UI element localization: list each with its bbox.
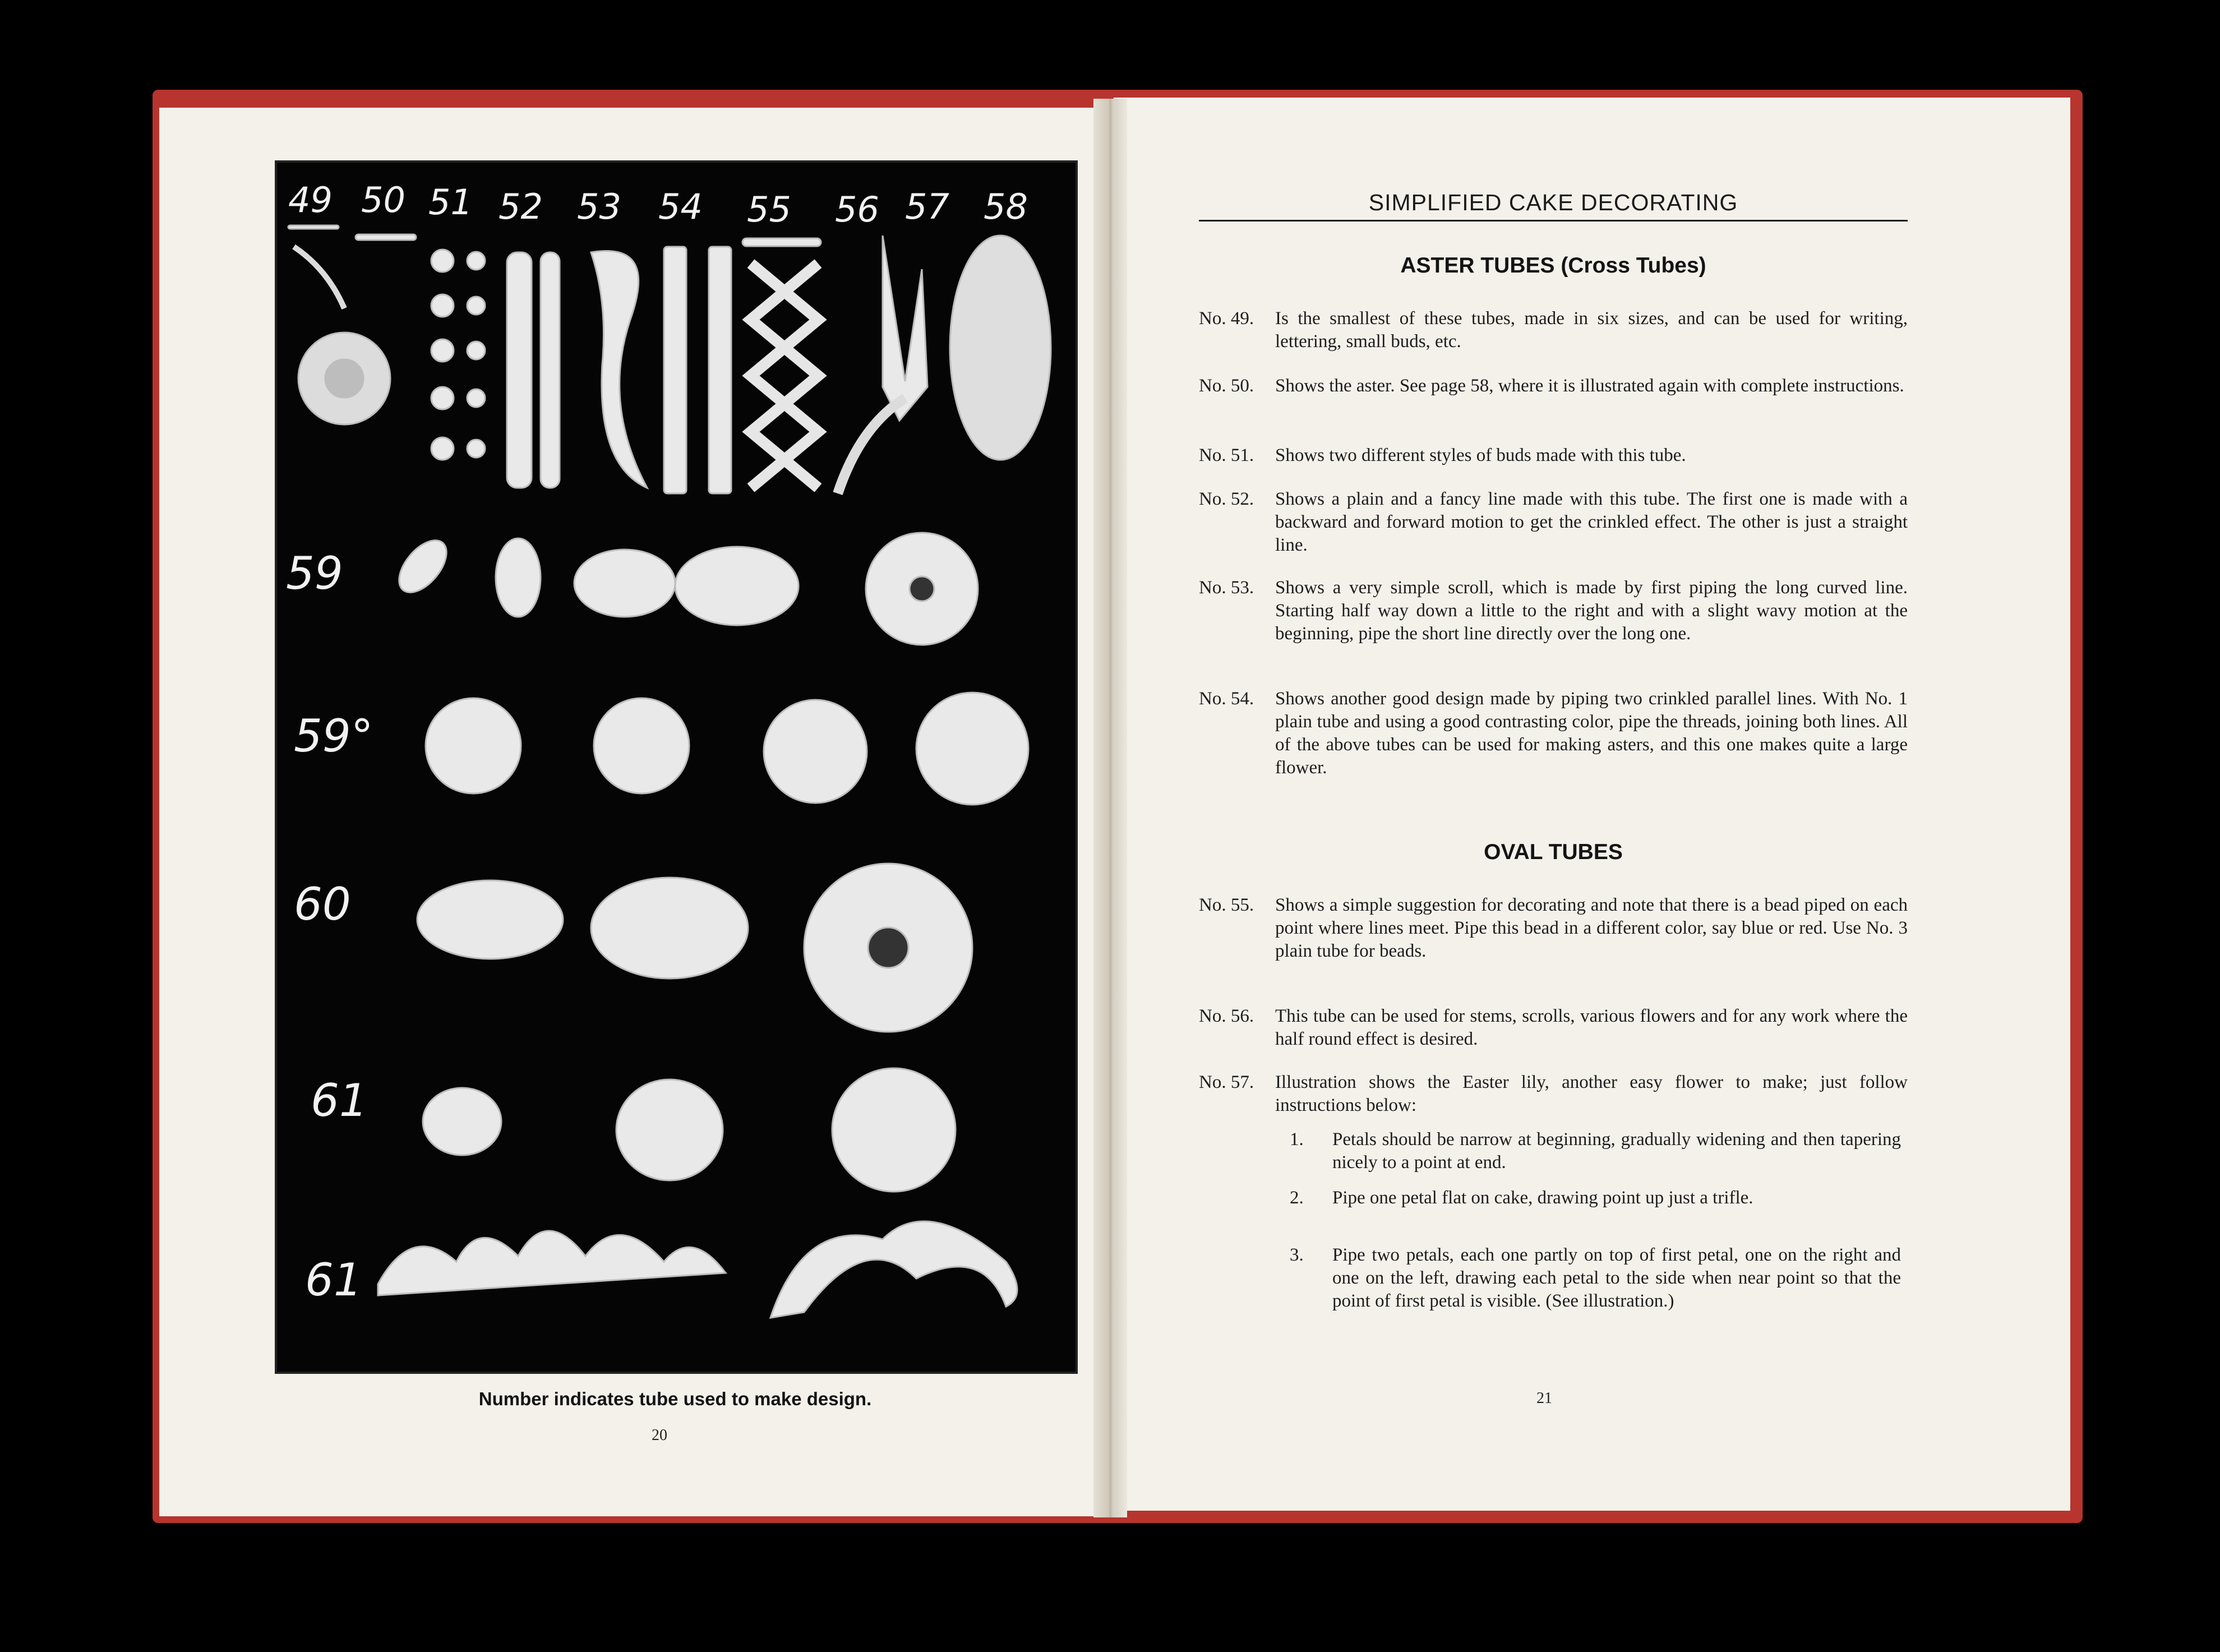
piping-samples-photo xyxy=(275,160,1078,1374)
easter-lily-57 xyxy=(883,236,927,421)
step-number: 2. xyxy=(1290,1188,1304,1208)
tube-number-55: 55 xyxy=(747,189,791,230)
step-text: Pipe one petal flat on cake, drawing point up just a trifle. xyxy=(1332,1188,1753,1208)
entry-no-57 xyxy=(1199,1071,1908,1117)
tube-number-57: 57 xyxy=(905,186,949,227)
entry-text: Shows two different styles of buds made with this tube. xyxy=(1275,445,1686,465)
entry-text: Shows another good design made by piping two crinkled parallel lines. With No. 1 plain tube and using a good contrasting color, pipe the threads, joining both lines. All of the above tubes can be used for making asters, and this one makes quite a large flower. xyxy=(1275,689,1908,778)
entry-number: No. 57. xyxy=(1199,1072,1254,1092)
shell-border-61 xyxy=(378,1231,726,1295)
entry-text: Shows a plain and a fancy line made with this tube. The first one is made with a backward and forward motion to get the crinkled effect. The other is just a straight line. xyxy=(1275,489,1908,555)
flower-59-degree-c xyxy=(764,700,867,803)
step-text: Petals should be narrow at beginning, gradually widening and then tapering nicely to a point at end. xyxy=(1332,1129,1901,1173)
plate-caption: Number indicates tube used to make design. xyxy=(478,1388,872,1409)
tube-number-54: 54 xyxy=(658,186,703,227)
entry-no-50 xyxy=(1199,375,1908,398)
petal-59-c xyxy=(574,550,675,617)
running-head: SIMPLIFIED CAKE DECORATING xyxy=(1368,190,1738,215)
row-label-60: 60 xyxy=(294,878,351,930)
flower-59-degree-b xyxy=(594,698,689,793)
tube-number-53: 53 xyxy=(577,186,621,227)
page-number-left: 20 xyxy=(652,1427,667,1444)
line-55 xyxy=(742,238,821,246)
step-3 xyxy=(1290,1244,1901,1313)
entry-text: Is the smallest of these tubes, made in six sizes, and can be used for writing, lettering, small buds, etc. xyxy=(1275,308,1908,352)
tube-number-58: 58 xyxy=(984,186,1028,227)
flower-59-degree-d xyxy=(916,693,1028,805)
parallel-line-54-b xyxy=(709,247,731,493)
tube-number-49: 49 xyxy=(288,179,333,220)
swag-border-61 xyxy=(770,1221,1017,1318)
row-label-61-a: 61 xyxy=(311,1074,368,1127)
petal-59-a xyxy=(390,532,456,601)
parallel-line-54-a xyxy=(664,247,686,493)
section-title-oval-tubes: OVAL TUBES xyxy=(1484,840,1623,864)
entry-no-53 xyxy=(1199,576,1908,645)
entry-no-49 xyxy=(1199,307,1908,353)
entry-no-52 xyxy=(1199,488,1908,557)
entry-text: This tube can be used for stems, scrolls, various flowers and for any work where the half round effect is desired. xyxy=(1275,1006,1908,1049)
petals-60-a xyxy=(417,880,563,959)
entry-number: No. 54. xyxy=(1199,689,1254,709)
entry-number: No. 49. xyxy=(1199,308,1254,329)
tube-number-52: 52 xyxy=(499,186,543,227)
entry-no-55 xyxy=(1199,894,1908,963)
line-50 xyxy=(356,234,416,240)
petal-59-d xyxy=(675,547,799,625)
flower-spray-58 xyxy=(950,236,1051,460)
entry-text: Shows a very simple scroll, which is made by first piping the long curved line. Starting half way down a little to the right and with a slight wavy motion at the beginning, pipe the short line directly over the long one. xyxy=(1275,578,1908,644)
plain-line-52 xyxy=(541,252,560,488)
step-text: Pipe two petals, each one partly on top of first petal, one on the right and one on the left, drawing each petal to the side when near point so that the point of first petal is visible. (See illustration.) xyxy=(1332,1245,1901,1311)
petal-59-b xyxy=(496,538,541,617)
header-rule xyxy=(1199,220,1908,222)
rose-61-a xyxy=(616,1079,723,1180)
tube-number-56: 56 xyxy=(835,189,879,230)
tube-number-50: 50 xyxy=(361,179,405,220)
book-gutter xyxy=(1093,99,1127,1517)
entry-text: Shows the aster. See page 58, where it is illustrated again with complete instructions. xyxy=(1275,376,1904,396)
entry-no-51 xyxy=(1199,444,1908,467)
entry-number: No. 56. xyxy=(1199,1006,1254,1026)
entry-number: No. 53. xyxy=(1199,578,1254,598)
section-title-aster-tubes: ASTER TUBES (Cross Tubes) xyxy=(1400,253,1706,278)
entry-number: No. 50. xyxy=(1199,376,1254,396)
entry-number: No. 51. xyxy=(1199,445,1254,465)
buds-51 xyxy=(431,250,485,460)
flower-59-degree-a xyxy=(426,698,521,793)
entry-text: Illustration shows the Easter lily, another easy flower to make; just follow instructions below: xyxy=(1275,1072,1908,1115)
row-label-59: 59 xyxy=(286,547,343,599)
piping-samples-illustration xyxy=(277,163,1076,1372)
entry-no-54 xyxy=(1199,687,1908,779)
row-label-61-b: 61 xyxy=(305,1254,362,1306)
rose-61-b xyxy=(832,1068,956,1192)
lattice-55 xyxy=(751,264,818,488)
step-number: 3. xyxy=(1290,1245,1304,1265)
row-label-59-degree: 59° xyxy=(294,710,373,762)
crinkled-line-52 xyxy=(507,252,532,488)
entry-number: No. 55. xyxy=(1199,895,1254,915)
tube-number-51: 51 xyxy=(428,182,473,223)
page-number-right: 21 xyxy=(1536,1390,1552,1407)
petal-61-a xyxy=(423,1088,501,1155)
entry-number: No. 52. xyxy=(1199,489,1254,509)
step-2 xyxy=(1290,1187,1901,1210)
step-1 xyxy=(1290,1128,1901,1174)
petals-60-b xyxy=(591,878,748,979)
stem-49 xyxy=(294,247,344,308)
writing-line-49 xyxy=(288,225,339,229)
step-number: 1. xyxy=(1290,1129,1304,1150)
scroll-53 xyxy=(591,251,647,488)
entry-no-56 xyxy=(1199,1005,1908,1051)
entry-text: Shows a simple suggestion for decorating and note that there is a bead piped on each point where lines meet. Pipe this bead in a different color, say blue or red. Use No. 3 plain tube for beads. xyxy=(1275,895,1908,961)
